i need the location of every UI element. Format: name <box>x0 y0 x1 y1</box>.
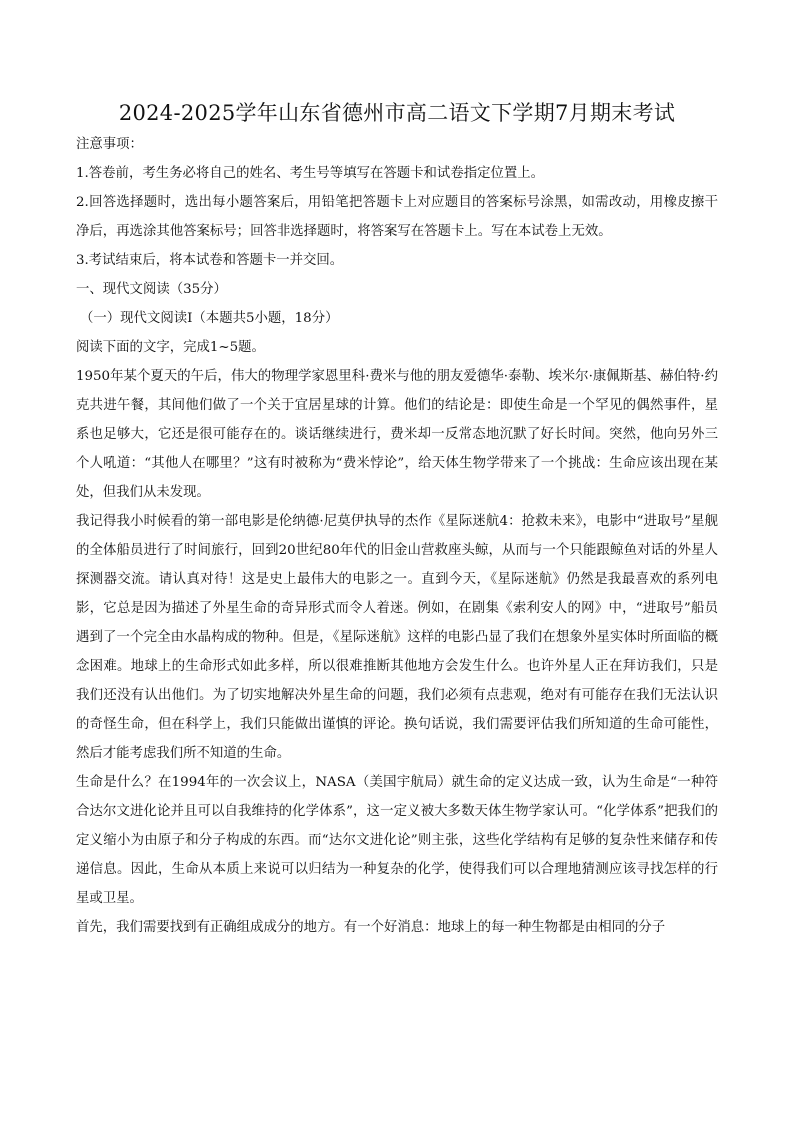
document-content <box>76 98 718 942</box>
notice-item-2: 2.回答选择题时，选出每小题答案后，用铅笔把答题卡上对应题目的答案标号涂黑，如需改动，用橡皮擦干净后，再选涂其他答案标号；回答非选择题时，将答案写在答题卡上。写在本试卷上无效。 <box>76 195 718 239</box>
notice-heading: 注意事项： <box>76 137 143 152</box>
passage-paragraph-3: 生命是什么？在1994年的一次会议上，NASA（美国宇航局）就生命的定义达成一致，认为生命是“一种符合达尔文进化论并且可以自我维持的化学体系”，这一定义被大多数天体生物学家认可。“化学体系”把我们的定义缩小为由原子和分子构成的东西。而“达尔文进化论”则主张，这些化学结构有足够的复杂性来储存和传递信息。因此，生命从本质上来说可以归结为一种复杂的化学，使得我们可以合理地猜测应该寻找怎样的行星或卫星。 <box>76 775 718 906</box>
reading-instruction: 阅读下面的文字，完成1~5题。 <box>76 340 265 355</box>
page-title: 2024-2025学年山东省德州市高二语文下学期7月期末考试 <box>118 101 676 125</box>
section-heading: 一、现代文阅读（35分） <box>76 282 227 297</box>
subsection-heading: （一）现代文阅读Ⅰ（本题共5小题，18分） <box>80 311 339 326</box>
notice-item-3: 3.考试结束后，将本试卷和答题卡一并交回。 <box>76 253 344 268</box>
notice-item-1: 1.答卷前，考生务必将自己的姓名、考生号等填写在答题卡和试卷指定位置上。 <box>76 166 545 181</box>
passage-paragraph-4: 首先，我们需要找到有正确组成成分的地方。有一个好消息：地球上的每一种生物都是由相同的分子 <box>76 920 666 935</box>
passage-paragraph-1: 1950年某个夏天的午后，伟大的物理学家恩里科·费米与他的朋友爱德华·泰勒、埃米尔·康佩斯基、赫伯特·约克共进午餐，其间他们做了一个关于宜居星球的计算。他们的结论是：即使生命是一个罕见的偶然事件，星系也足够大，它还是很可能存在的。谈话继续进行，费米却一反常态地沉默了好长时间。突然，他向另外三个人吼道：“其他人在哪里？”这有时被称为“费米悖论”，给天体生物学带来了一个挑战：生命应该出现在某处，但我们从未发现。 <box>76 369 718 500</box>
passage-paragraph-2: 我记得我小时候看的第一部电影是伦纳德·尼莫伊执导的杰作《星际迷航4：抢救未来》，电影中“进取号”星舰的全体船员进行了时间旅行，回到20世纪80年代的旧金山营救座头鲸，从而与一个只能跟鲸鱼对话的外星人探测器交流。请认真对待！这是史上最伟大的电影之一。直到今天，《星际迷航》仍然是我最喜欢的系列电影，它总是因为描述了外星生命的奇异形式而令人着迷。例如，在剧集《索利安人的网》中，“进取号”船员遇到了一个完全由水晶构成的物种。但是，《星际迷航》这样的电影凸显了我们在想象外星实体时所面临的概念困难。地球上的生命形式如此多样，所以很难推断其他地方会发生什么。也许外星人正在拜访我们，只是我们还没有认出他们。为了切实地解决外星生命的问题，我们必须有点悲观，绝对有可能存在我们无法认识的奇怪生命，但在科学上，我们只能做出谨慎的评论。换句话说，我们需要评估我们所知道的生命可能性，然后才能考虑我们所不知道的生命。 <box>76 514 718 761</box>
